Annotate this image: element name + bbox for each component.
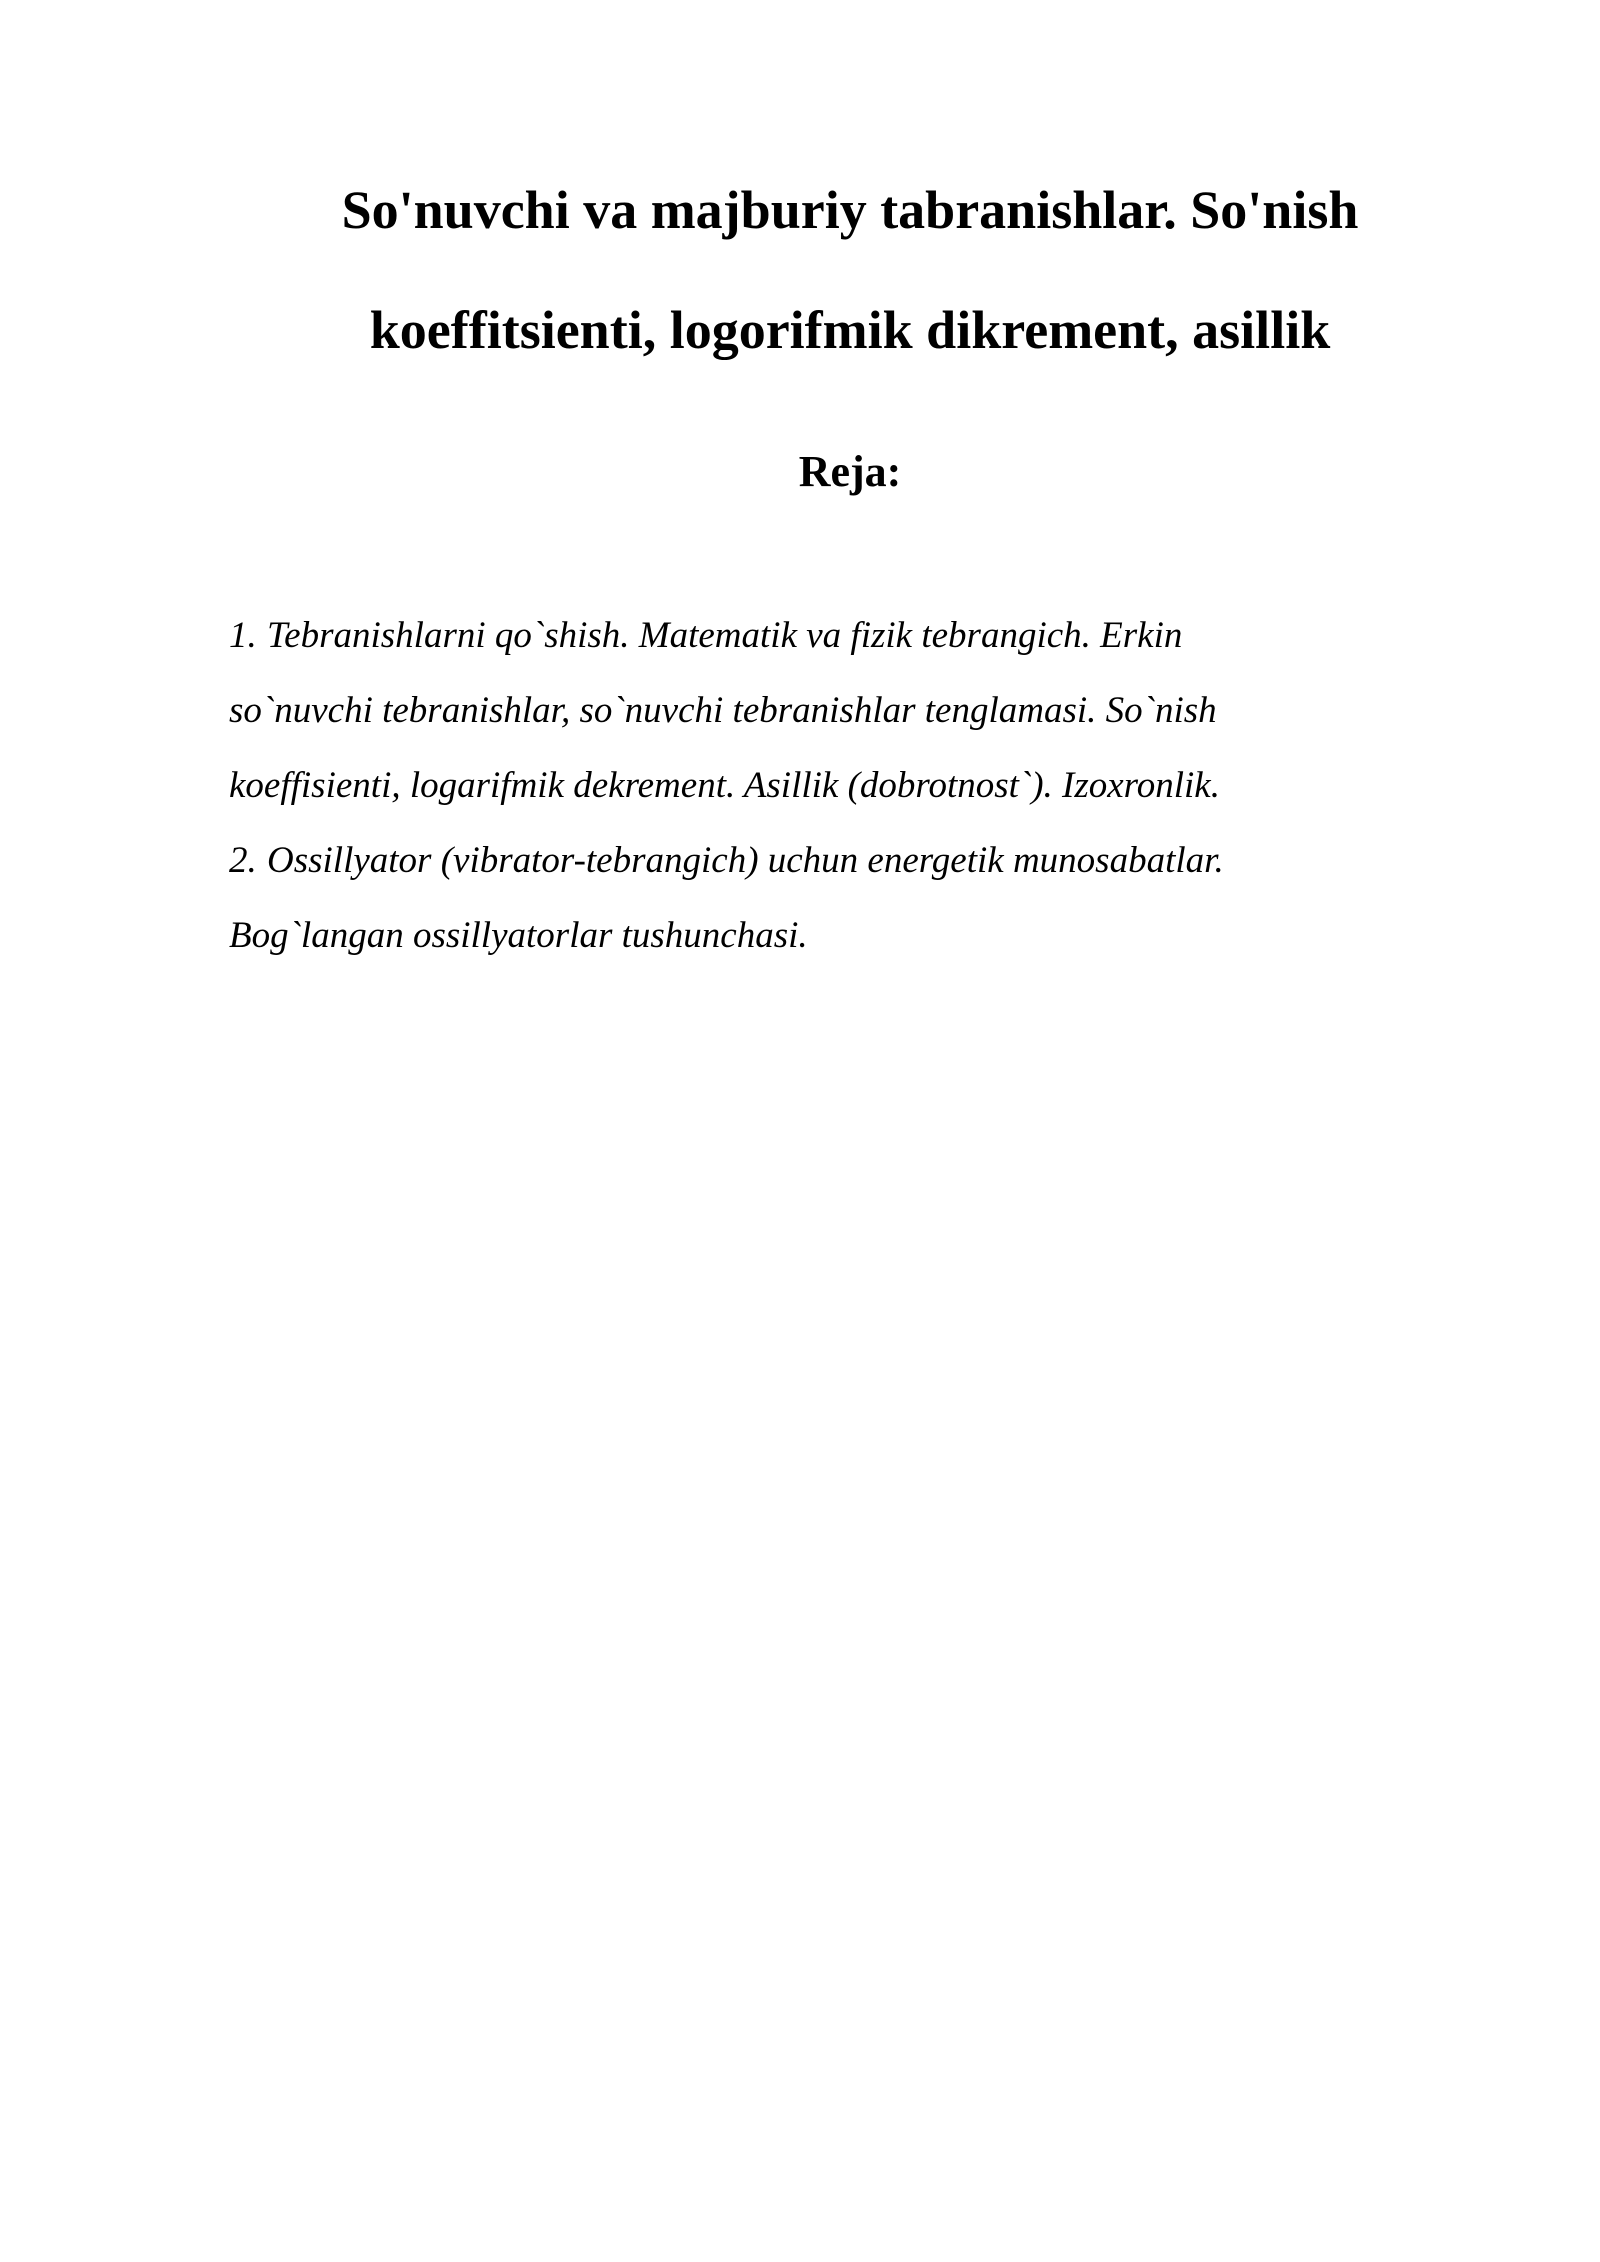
- plan-item-number: 2.: [229, 840, 257, 881]
- plan-item: 1. Tebranishlarni qo`shish. Matematik va fizik tebrangich. Erkin so`nuvchi tebranishlar, so`nuvchi tebranishlar tenglamasi. So`nish koeffisienti, logarifmik dekrement. Asillik (dobrotnost`). Izoxronlik.: [229, 598, 1459, 823]
- plan-heading: Reja:: [798, 447, 902, 496]
- plan-list: [229, 598, 1459, 973]
- title-line: So'nuvchi va majburiy tabranishlar. So'nish: [341, 180, 1359, 240]
- plan-item-number: 1.: [229, 615, 257, 656]
- plan-item: 2. Ossillyator (vibrator-tebrangich) uchun energetik munosabatlar. Bog`langan ossillyatorlar tushunchasi.: [229, 823, 1459, 973]
- document-title: [200, 150, 1500, 390]
- title-line: koeffitsienti, logorifmik dikrement, asillik: [369, 300, 1331, 360]
